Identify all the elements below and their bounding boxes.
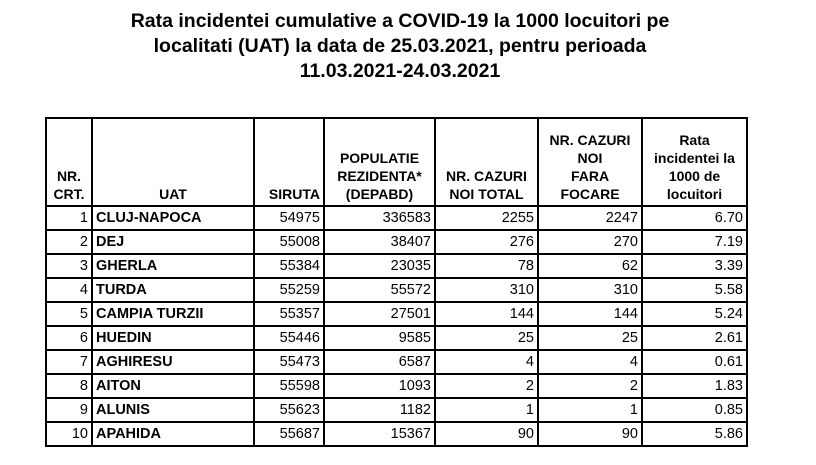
- cell-rata: 5.24: [642, 302, 747, 326]
- cell-rata: 7.19: [642, 230, 747, 254]
- cell-nr: 4: [46, 278, 92, 302]
- cell-siruta: 55598: [254, 374, 324, 398]
- cell-uat: AGHIRESU: [92, 350, 254, 374]
- cell-uat: CLUJ-NAPOCA: [92, 206, 254, 230]
- header-siruta: SIRUTA: [254, 118, 324, 206]
- cell-cazuri-total: 144: [435, 302, 538, 326]
- cell-siruta: 55259: [254, 278, 324, 302]
- cell-nr: 3: [46, 254, 92, 278]
- title-line-3: 11.03.2021-24.03.2021: [299, 60, 501, 82]
- table-row: [46, 350, 747, 374]
- header-cazuri-total: NR. CAZURI NOI TOTAL: [435, 118, 538, 206]
- cell-cazuri-total: 90: [435, 422, 538, 446]
- cell-cazuri-total: 78: [435, 254, 538, 278]
- cell-siruta: 54975: [254, 206, 324, 230]
- cell-cazuri-fara-focare: 62: [538, 254, 642, 278]
- cell-rata: 2.61: [642, 326, 747, 350]
- cell-nr: 5: [46, 302, 92, 326]
- cell-siruta: 55384: [254, 254, 324, 278]
- cell-cazuri-fara-focare: 90: [538, 422, 642, 446]
- cell-nr: 9: [46, 398, 92, 422]
- cell-rata: 1.83: [642, 374, 747, 398]
- incidence-table: [45, 117, 748, 447]
- cell-populatie: 9585: [324, 326, 435, 350]
- cell-populatie: 55572: [324, 278, 435, 302]
- cell-cazuri-total: 1: [435, 398, 538, 422]
- page-title: [0, 9, 800, 84]
- cell-siruta: 55446: [254, 326, 324, 350]
- cell-uat: APAHIDA: [92, 422, 254, 446]
- cell-uat: CAMPIA TURZII: [92, 302, 254, 326]
- cell-cazuri-fara-focare: 270: [538, 230, 642, 254]
- cell-cazuri-total: 276: [435, 230, 538, 254]
- cell-cazuri-total: 2: [435, 374, 538, 398]
- cell-populatie: 336583: [324, 206, 435, 230]
- cell-uat: ALUNIS: [92, 398, 254, 422]
- table-row: [46, 278, 747, 302]
- cell-siruta: 55623: [254, 398, 324, 422]
- header-uat: UAT: [92, 118, 254, 206]
- cell-uat: HUEDIN: [92, 326, 254, 350]
- header-populatie: POPULATIE REZIDENTA* (DEPABD): [324, 118, 435, 206]
- cell-rata: 6.70: [642, 206, 747, 230]
- cell-nr: 7: [46, 350, 92, 374]
- cell-cazuri-total: 25: [435, 326, 538, 350]
- cell-cazuri-fara-focare: 2247: [538, 206, 642, 230]
- header-cazuri-fara-focare: NR. CAZURI NOI FARA FOCARE: [538, 118, 642, 206]
- cell-siruta: 55008: [254, 230, 324, 254]
- table-row: [46, 398, 747, 422]
- cell-uat: AITON: [92, 374, 254, 398]
- cell-populatie: 1182: [324, 398, 435, 422]
- cell-cazuri-fara-focare: 25: [538, 326, 642, 350]
- cell-populatie: 27501: [324, 302, 435, 326]
- cell-cazuri-fara-focare: 310: [538, 278, 642, 302]
- cell-siruta: 55473: [254, 350, 324, 374]
- cell-populatie: 38407: [324, 230, 435, 254]
- cell-cazuri-total: 310: [435, 278, 538, 302]
- cell-rata: 0.85: [642, 398, 747, 422]
- cell-nr: 6: [46, 326, 92, 350]
- cell-cazuri-total: 4: [435, 350, 538, 374]
- cell-populatie: 6587: [324, 350, 435, 374]
- title-line-1: Rata incidentei cumulative a COVID-19 la 1000 locuitori pe: [130, 10, 670, 32]
- cell-cazuri-fara-focare: 1: [538, 398, 642, 422]
- table-row: [46, 230, 747, 254]
- table-row: [46, 326, 747, 350]
- cell-siruta: 55357: [254, 302, 324, 326]
- table-header-row: [46, 118, 747, 206]
- cell-nr: 10: [46, 422, 92, 446]
- header-nr-crt: NR. CRT.: [46, 118, 92, 206]
- table-row: [46, 206, 747, 230]
- cell-rata: 0.61: [642, 350, 747, 374]
- cell-populatie: 23035: [324, 254, 435, 278]
- header-rata: Rata incidentei la 1000 de locuitori: [642, 118, 747, 206]
- table-row: [46, 422, 747, 446]
- cell-rata: 3.39: [642, 254, 747, 278]
- cell-uat: GHERLA: [92, 254, 254, 278]
- table-row: [46, 302, 747, 326]
- table-row: [46, 374, 747, 398]
- cell-rata: 5.86: [642, 422, 747, 446]
- title-line-2: localitati (UAT) la data de 25.03.2021, pentru perioada: [153, 35, 647, 57]
- cell-populatie: 1093: [324, 374, 435, 398]
- cell-rata: 5.58: [642, 278, 747, 302]
- cell-nr: 8: [46, 374, 92, 398]
- cell-populatie: 15367: [324, 422, 435, 446]
- cell-cazuri-fara-focare: 4: [538, 350, 642, 374]
- cell-nr: 2: [46, 230, 92, 254]
- cell-cazuri-fara-focare: 144: [538, 302, 642, 326]
- cell-cazuri-total: 2255: [435, 206, 538, 230]
- table-row: [46, 254, 747, 278]
- cell-uat: TURDA: [92, 278, 254, 302]
- cell-nr: 1: [46, 206, 92, 230]
- cell-siruta: 55687: [254, 422, 324, 446]
- cell-cazuri-fara-focare: 2: [538, 374, 642, 398]
- cell-uat: DEJ: [92, 230, 254, 254]
